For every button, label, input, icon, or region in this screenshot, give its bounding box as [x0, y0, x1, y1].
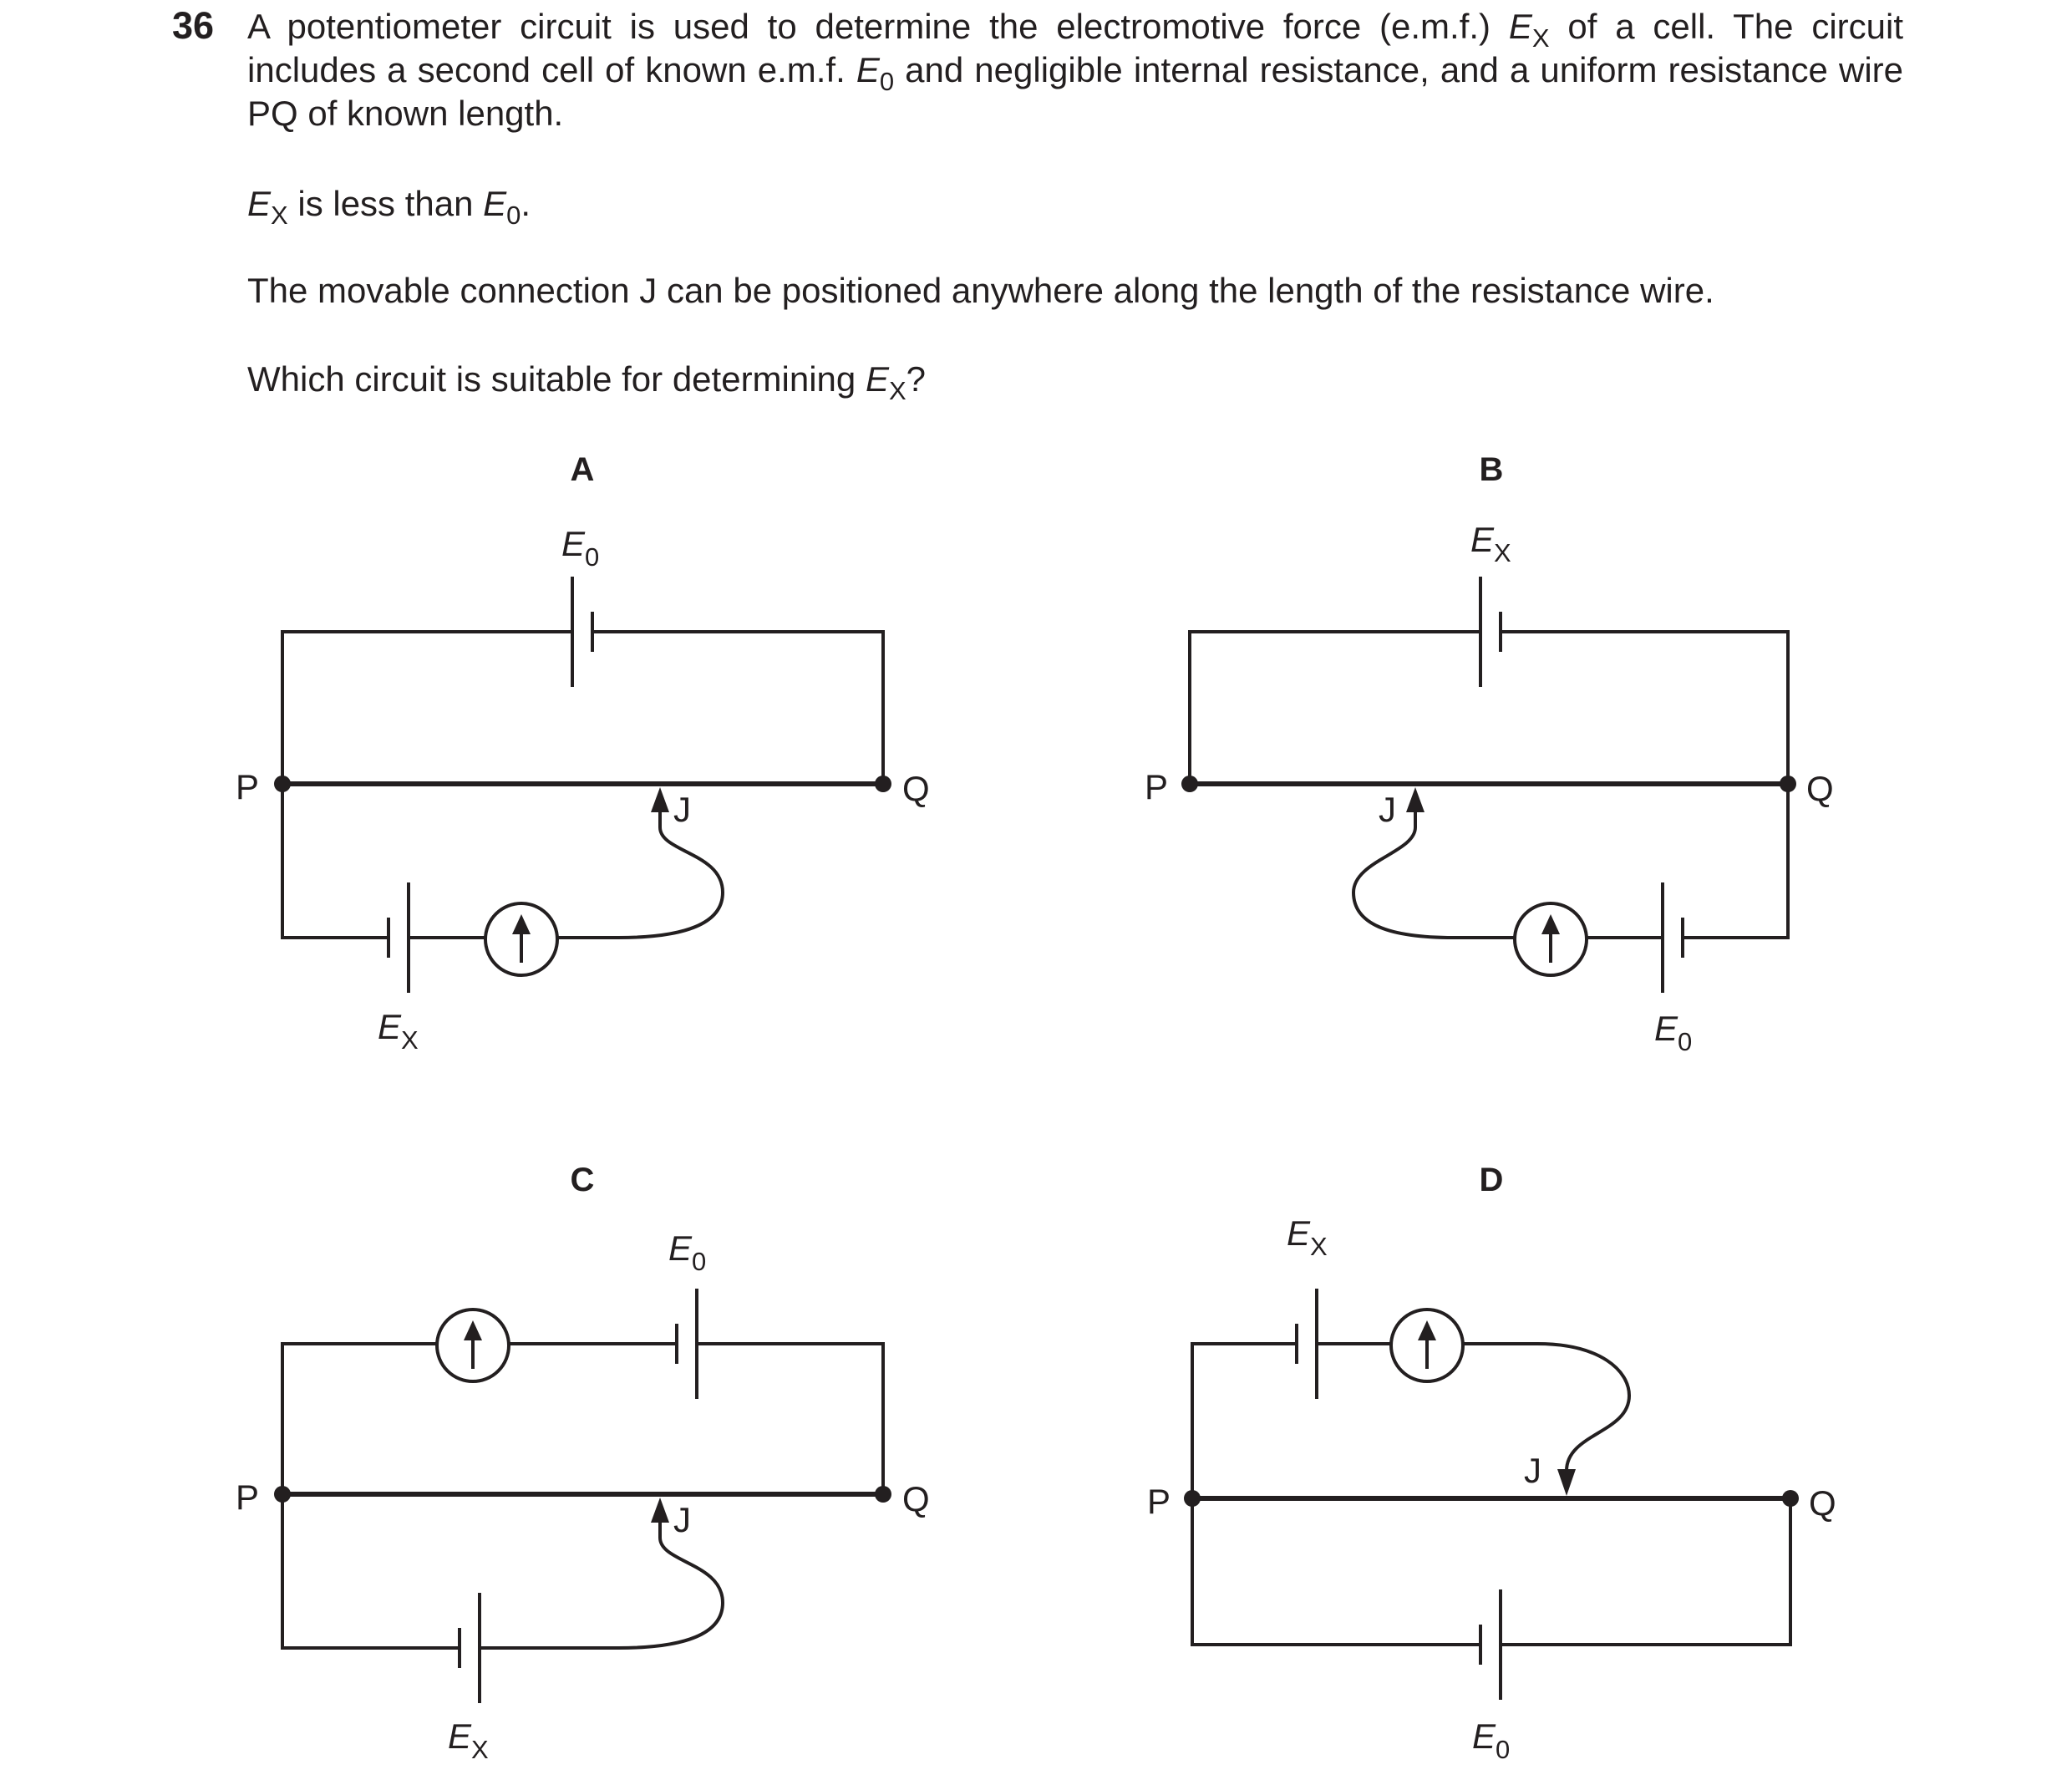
question-number: 36 [172, 4, 215, 47]
option-d-ex-label: $E_X$ [1287, 1213, 1328, 1261]
option-b-circuit[interactable] [1145, 451, 1834, 1056]
option-b-ex-label: $E_X$ [1470, 520, 1511, 567]
galvanometer-icon [437, 1310, 509, 1381]
option-a-letter: A [570, 451, 595, 488]
option-c-supply-wire [282, 1344, 883, 1494]
option-c-ex-label: $E_X$ [448, 1716, 489, 1764]
label-p: P [236, 1477, 260, 1517]
symbol-e0: $E_0$ [856, 50, 895, 96]
symbol-ex: $E_X$ [247, 184, 288, 230]
galvanometer-icon [485, 903, 557, 975]
jockey-arrow-icon [651, 1498, 669, 1523]
question-paragraph-1: A potentiometer circuit is used to determine the electromotive force (e.m.f.) $E_X$ of a cell. The circuit includes a second cell of known e.m.f. $E_0$ and negligible internal resistance, and a uniform resistance wire PQ of known length. [247, 7, 1903, 133]
galvanometer-icon [1515, 903, 1587, 975]
option-a-supply-wire [282, 632, 883, 784]
option-b-letter: B [1479, 451, 1504, 488]
option-a-circuit[interactable] [236, 451, 930, 1055]
option-c-e0-label: $E_0$ [668, 1228, 707, 1276]
label-j: J [673, 790, 691, 829]
option-a-ex-label: $E_X$ [378, 1007, 419, 1055]
label-q: Q [1809, 1483, 1836, 1523]
jockey-arrow-icon [651, 787, 669, 812]
label-q: Q [1806, 769, 1834, 808]
label-q: Q [902, 1479, 930, 1518]
option-d-circuit[interactable] [1147, 1162, 1836, 1764]
option-b-supply-wire [1190, 632, 1788, 784]
option-b-e0-label: $E_0$ [1654, 1009, 1693, 1056]
galvanometer-icon [1391, 1310, 1463, 1381]
option-d-supply-wire [1192, 1498, 1790, 1645]
label-q: Q [902, 769, 930, 808]
symbol-e0: $E_0$ [483, 184, 521, 230]
question-paragraph-4: Which circuit is suitable for determining $E_X$? [247, 359, 927, 405]
node-p [1181, 776, 1198, 792]
question-paragraph-2: $E_X$ is less than $E_0$. [247, 184, 531, 230]
jockey-arrow-icon [1406, 787, 1424, 812]
option-a-e0-label: $E_0$ [561, 524, 600, 572]
question-paragraph-3: The movable connection J can be positioned anywhere along the length of the resistance wire. [247, 271, 1714, 310]
label-j: J [1379, 790, 1396, 829]
node-q [875, 1486, 891, 1503]
jockey-arrow-icon [1557, 1469, 1576, 1496]
option-d-letter: D [1479, 1162, 1504, 1198]
label-p: P [1147, 1482, 1171, 1521]
label-j: J [1524, 1451, 1541, 1490]
option-c-circuit[interactable] [236, 1162, 930, 1764]
option-d-e0-label: $E_0$ [1472, 1716, 1511, 1764]
label-p: P [236, 767, 260, 806]
node-q [875, 776, 891, 792]
label-p: P [1145, 767, 1169, 806]
label-j: J [673, 1500, 691, 1539]
symbol-ex: $E_X$ [1508, 7, 1550, 53]
symbol-ex: $E_X$ [865, 359, 906, 405]
option-c-letter: C [570, 1162, 595, 1198]
